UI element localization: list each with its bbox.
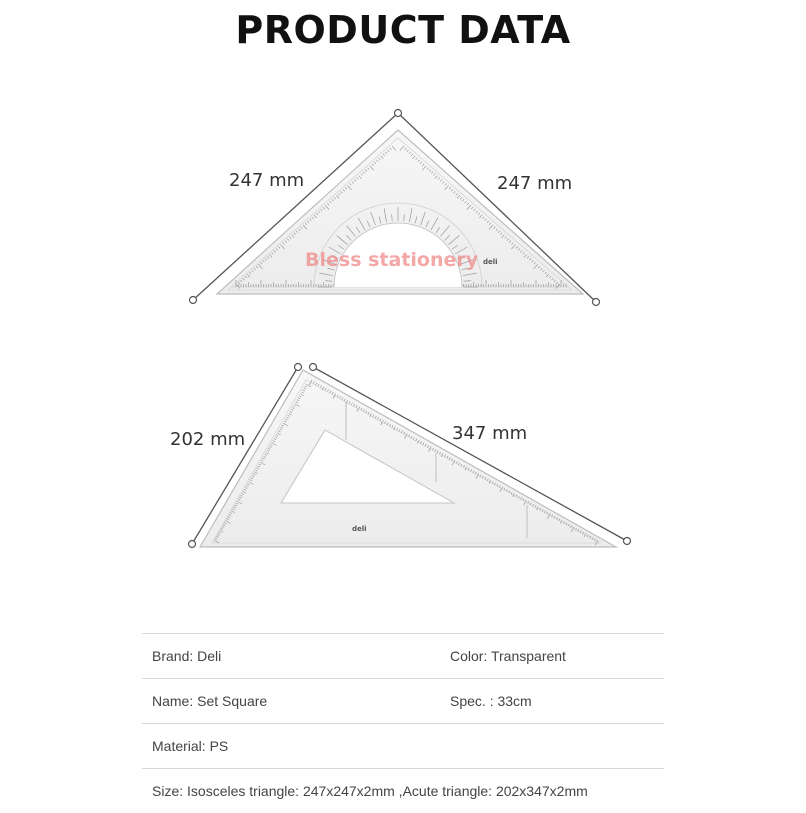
isosceles-right-dimension: 247 mm — [497, 173, 573, 194]
watermark-text: Bless stationery — [305, 249, 479, 271]
acute-long-dimension: 347 mm — [452, 423, 528, 444]
spec-material: Material: PS — [152, 738, 229, 754]
spec-row-size — [142, 768, 664, 813]
isosceles-set-square — [217, 130, 583, 294]
isosceles-left-dimension: 247 mm — [229, 170, 305, 191]
spec-row-material — [142, 723, 664, 768]
spec-size: Size: Isosceles triangle: 247x247x2mm ,Acute triangle: 202x347x2mm — [152, 783, 588, 799]
spec-spec: Spec. : 33cm — [450, 693, 532, 709]
spec-row-brand — [142, 633, 664, 678]
acute-set-square — [200, 370, 616, 547]
spec-row-name — [142, 678, 664, 723]
brand-mark: deli — [483, 258, 498, 266]
acute-short-dimension: 202 mm — [170, 429, 246, 450]
spec-color: Color: Transparent — [450, 648, 566, 664]
brand-mark-acute: deli — [352, 525, 367, 533]
spec-name: Name: Set Square — [152, 693, 268, 709]
spec-brand: Brand: Deli — [152, 648, 222, 664]
spec-table — [142, 633, 664, 813]
page-title: PRODUCT DATA — [235, 8, 571, 52]
